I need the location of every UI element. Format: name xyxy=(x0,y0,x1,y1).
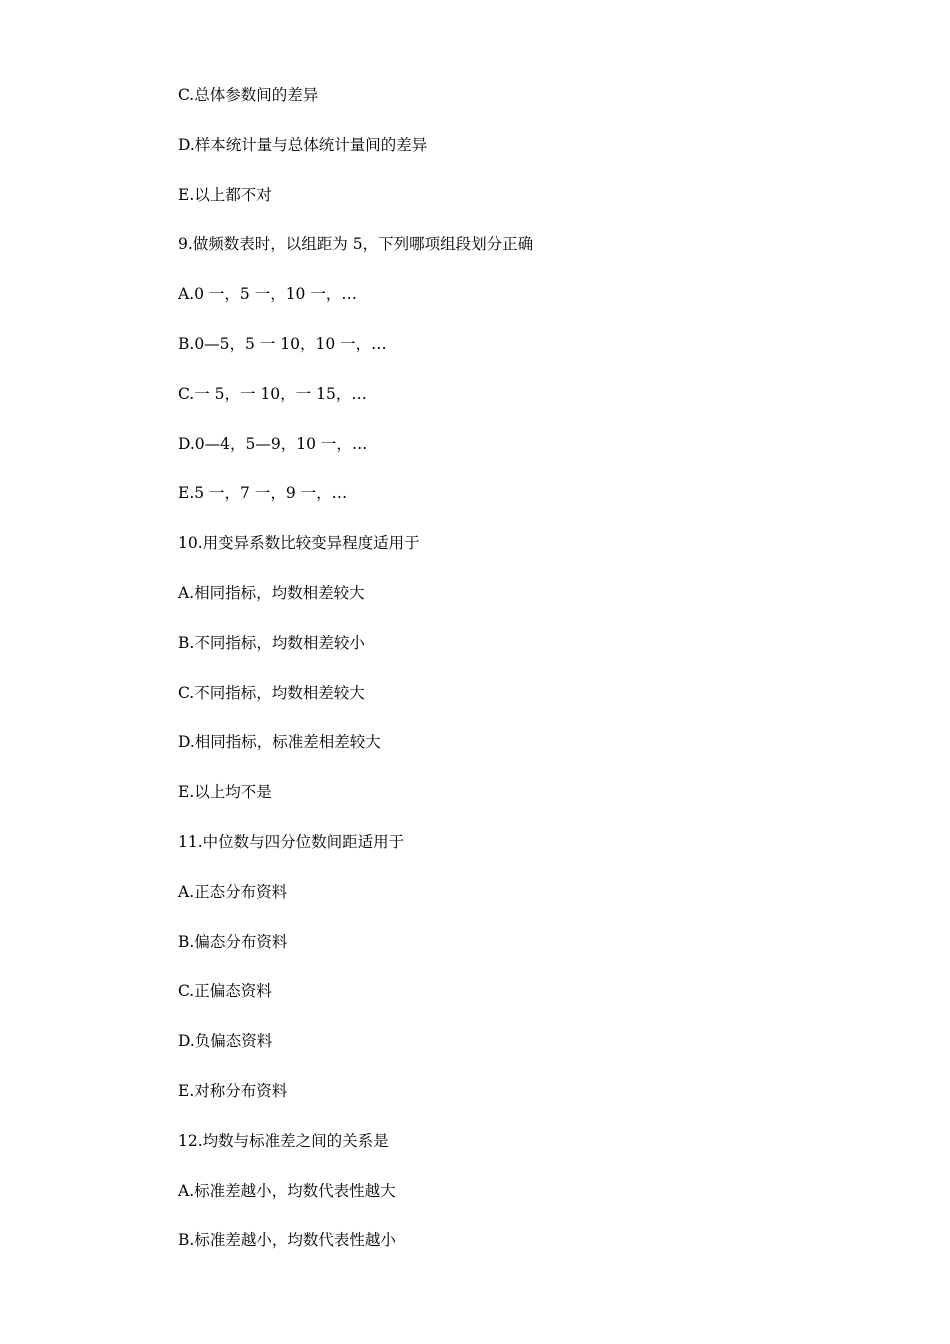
question-12: 12.均数与标准差之间的关系是 xyxy=(178,1131,389,1150)
question-10: 10.用变异系数比较变异程度适用于 xyxy=(178,534,420,553)
option-b-q11: B.偏态分布资料 xyxy=(178,932,288,951)
option-b-q9: B.0—5，5 一 10，10 一，… xyxy=(178,334,387,353)
option-a-q9: A.0 一，5 一，10 一，… xyxy=(178,285,357,304)
option-a-q12: A.标准差越小，均数代表性越大 xyxy=(178,1181,396,1200)
option-e-q10: E.以上均不是 xyxy=(178,783,272,802)
option-a-q10: A.相同指标，均数相差较大 xyxy=(178,583,365,602)
document-content xyxy=(178,82,798,1277)
option-d-q11: D.负偏态资料 xyxy=(178,1032,273,1051)
option-e-q9: E.5 一，7 一，9 一，… xyxy=(178,484,348,503)
option-d-q9: D.0—4，5—9，10 一，… xyxy=(178,434,368,453)
option-d-q10: D.相同指标，标准差相差较大 xyxy=(178,733,381,752)
option-c-q11: C.正偏态资料 xyxy=(178,982,272,1001)
option-a-q11: A.正态分布资料 xyxy=(178,882,288,901)
question-11: 11.中位数与四分位数间距适用于 xyxy=(178,832,405,851)
option-d-q8: D.样本统计量与总体统计量间的差异 xyxy=(178,135,428,154)
option-c-q9: C.一 5，一 10，一 15，… xyxy=(178,384,367,403)
option-e-q8: E.以上都不对 xyxy=(178,185,272,204)
option-c-q8: C.总体参数间的差异 xyxy=(178,86,319,104)
option-b-q12: B.标准差越小，均数代表性越小 xyxy=(178,1231,396,1250)
option-b-q10: B.不同指标，均数相差较小 xyxy=(178,633,365,652)
option-e-q11: E.对称分布资料 xyxy=(178,1081,288,1100)
option-c-q10: C.不同指标，均数相差较大 xyxy=(178,683,365,702)
question-9: 9.做频数表时，以组距为 5，下列哪项组段划分正确 xyxy=(178,235,534,254)
